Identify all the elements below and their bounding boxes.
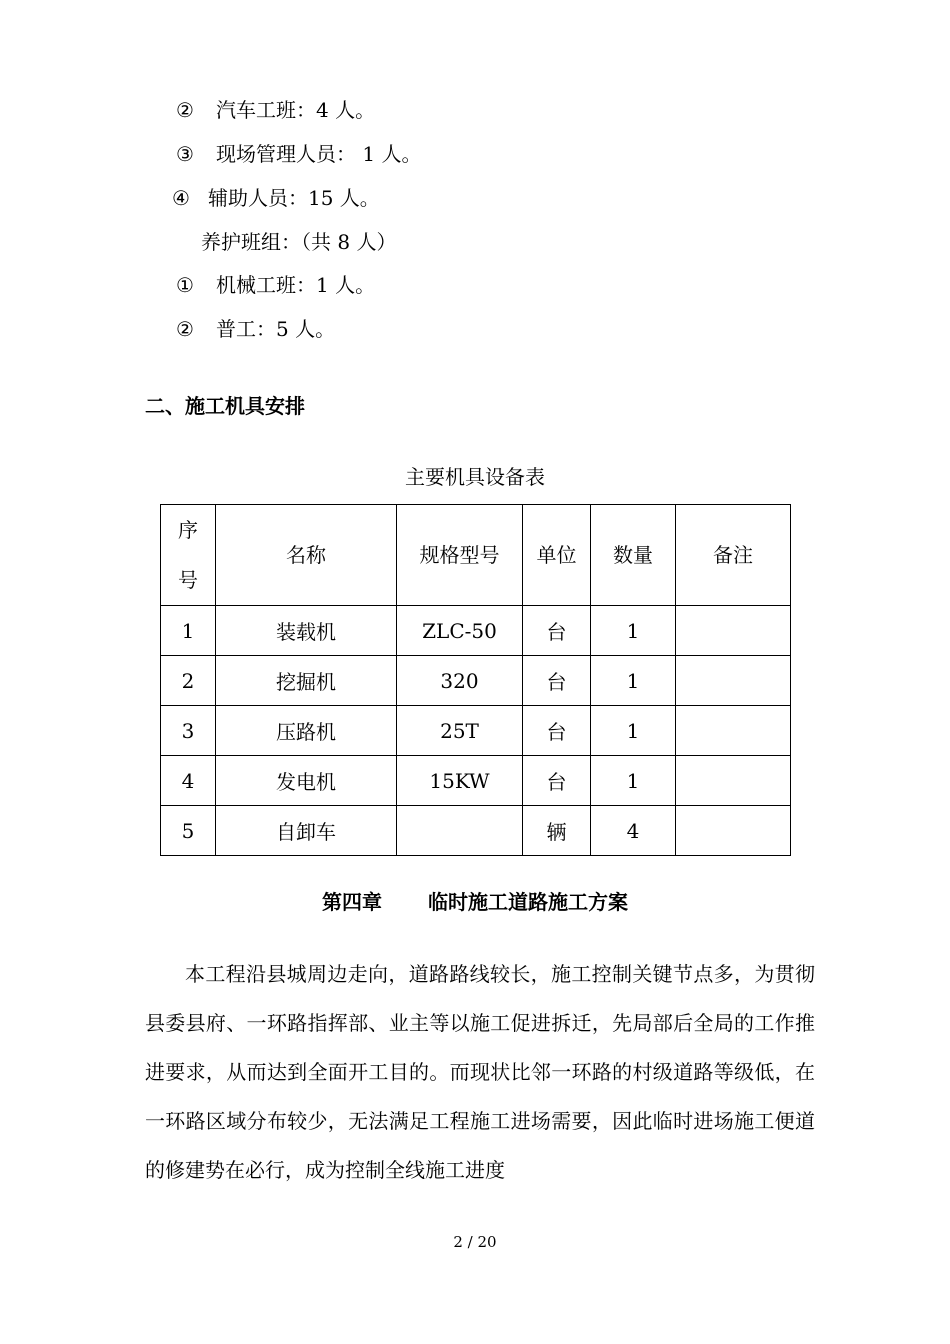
table-header-row — [161, 505, 791, 606]
chapter-title: 临时施工道路施工方案 — [428, 890, 628, 914]
cell-unit: 台 — [523, 656, 591, 706]
list-item — [176, 96, 375, 124]
list-marker: ② — [176, 317, 194, 341]
list-marker: ③ — [176, 142, 194, 166]
cell-qty: 4 — [591, 806, 676, 856]
table-caption: 主要机具设备表 — [405, 465, 545, 489]
cell-qty: 1 — [591, 606, 676, 656]
cell-name: 发电机 — [216, 756, 397, 806]
header-spec: 规格型号 — [397, 505, 523, 606]
maintenance-group-title: 养护班组：（共 8 人） — [201, 230, 397, 254]
cell-name: 自卸车 — [216, 806, 397, 856]
header-seq-line1: 序 — [178, 518, 198, 542]
cell-remark — [676, 806, 791, 856]
table-row — [161, 756, 791, 806]
chapter-heading — [0, 888, 950, 916]
cell-unit: 台 — [523, 606, 591, 656]
header-unit: 单位 — [523, 505, 591, 606]
list-marker: ① — [176, 273, 194, 297]
list-marker: ④ — [172, 186, 190, 210]
cell-name: 装载机 — [216, 606, 397, 656]
cell-spec — [397, 806, 523, 856]
cell-spec: 25T — [397, 706, 523, 756]
header-qty: 数量 — [591, 505, 676, 606]
body-paragraph: 本工程沿县城周边走向，道路路线较长，施工控制关键节点多，为贯彻县委县府、一环路指挥部、业主等以施工促进拆迁，先局部后全局的工作推进要求，从而达到全面开工目的。而现状比邻一环路的村级道路等级低，在一环路区域分布较少，无法满足工程施工进场需要，因此临时进场施工便道的修建势在必行，成为控制全线施工进度 — [145, 962, 815, 1182]
cell-unit: 辆 — [523, 806, 591, 856]
section-heading: 二、施工机具安排 — [145, 394, 305, 418]
cell-qty: 1 — [591, 656, 676, 706]
cell-remark — [676, 756, 791, 806]
cell-seq: 2 — [161, 656, 216, 706]
cell-spec: ZLC-50 — [397, 606, 523, 656]
header-seq-line2: 号 — [178, 568, 198, 592]
list-text: 普工：5 人。 — [216, 317, 336, 341]
list-text: 机械工班：1 人。 — [216, 273, 376, 297]
table-row — [161, 706, 791, 756]
cell-seq: 1 — [161, 606, 216, 656]
list-item — [176, 140, 421, 168]
cell-seq: 3 — [161, 706, 216, 756]
list-text: 现场管理人员： 1 人。 — [216, 142, 422, 166]
cell-remark — [676, 656, 791, 706]
list-text: 汽车工班：4 人。 — [216, 98, 376, 122]
table-row — [161, 656, 791, 706]
list-item — [172, 184, 380, 212]
cell-seq: 5 — [161, 806, 216, 856]
header-seq — [161, 505, 216, 606]
cell-seq: 4 — [161, 756, 216, 806]
cell-qty: 1 — [591, 756, 676, 806]
chapter-number: 第四章 — [322, 890, 382, 914]
cell-spec: 15KW — [397, 756, 523, 806]
cell-qty: 1 — [591, 706, 676, 756]
header-remark: 备注 — [676, 505, 791, 606]
list-text: 辅助人员：15 人。 — [208, 186, 380, 210]
page-number: 2 / 20 — [453, 1233, 497, 1251]
cell-spec: 320 — [397, 656, 523, 706]
header-name: 名称 — [216, 505, 397, 606]
list-marker: ② — [176, 98, 194, 122]
table-row — [161, 606, 791, 656]
list-item — [176, 271, 375, 299]
cell-remark — [676, 706, 791, 756]
cell-name: 压路机 — [216, 706, 397, 756]
cell-unit: 台 — [523, 756, 591, 806]
table-row — [161, 806, 791, 856]
list-item — [176, 315, 335, 343]
cell-remark — [676, 606, 791, 656]
cell-name: 挖掘机 — [216, 656, 397, 706]
equipment-table — [160, 504, 791, 856]
body-paragraph-block — [145, 950, 815, 1195]
cell-unit: 台 — [523, 706, 591, 756]
